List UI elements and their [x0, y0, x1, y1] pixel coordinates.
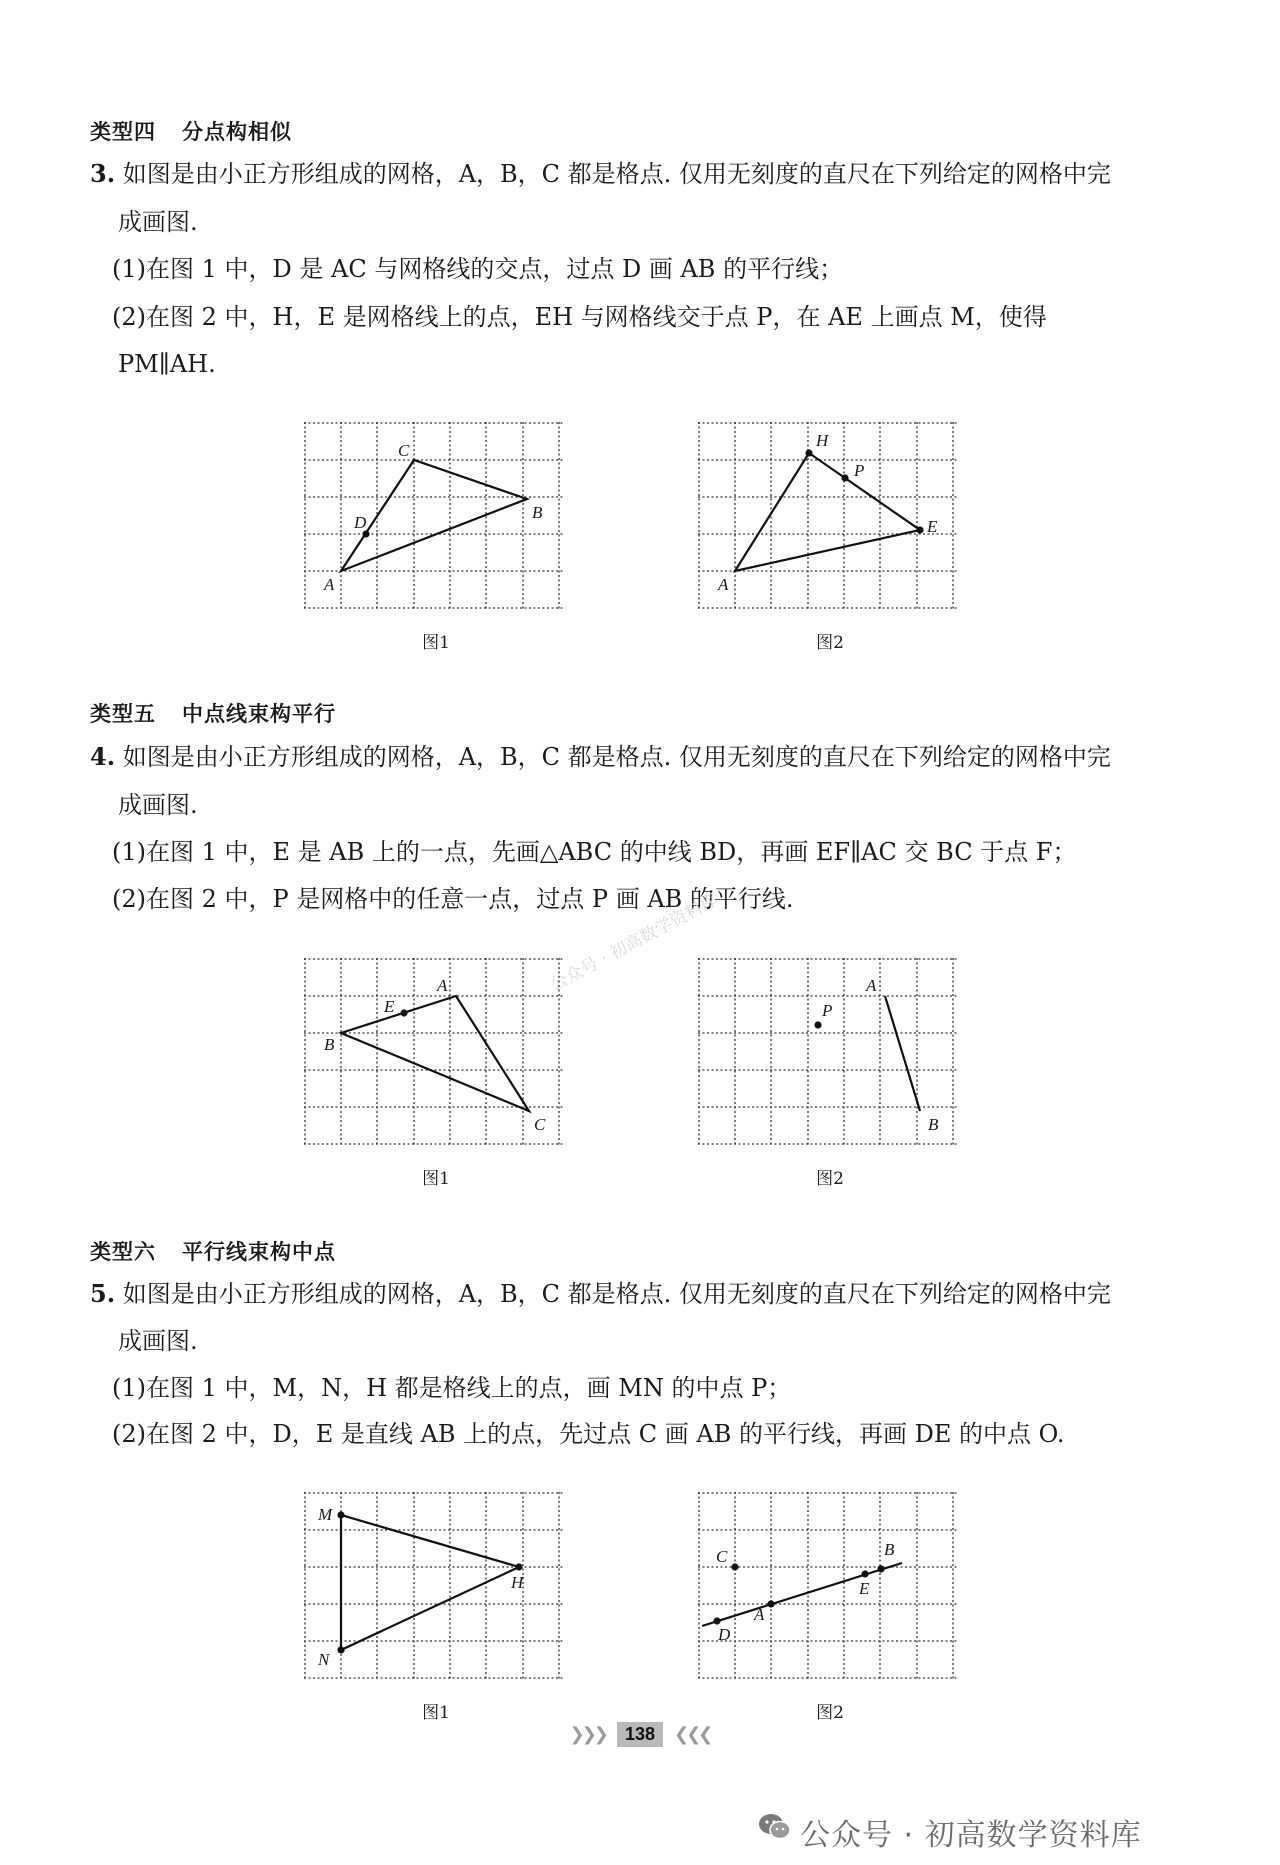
triangle-abc [341, 460, 527, 571]
figure-caption: 图2 [816, 1703, 844, 1723]
triangle-abc [341, 996, 529, 1111]
page-footer [0, 1722, 1280, 1747]
question-number: 3. [90, 159, 116, 188]
point-h [805, 449, 812, 456]
point-m [337, 1511, 344, 1518]
label-b: B [532, 503, 543, 522]
sub-question-1: (1)在图 1 中，E 是 AB 上的一点，先画△ABC 的中线 BD，再画 EF∥AC 交 BC 于点 F； [112, 838, 1077, 866]
figure-caption: 图1 [422, 633, 450, 653]
label-d: D [354, 513, 367, 532]
grid-figure-t5-1 [304, 958, 566, 1152]
point-n [337, 1646, 344, 1653]
figure-caption: 图1 [422, 1703, 450, 1723]
question-continuation: 成画图. [118, 1327, 198, 1355]
section-topic: 中点线束构平行 [182, 702, 336, 726]
figure-caption: 图2 [816, 1169, 844, 1189]
grid-figure-t4-1 [304, 422, 566, 616]
point-e [861, 1570, 868, 1577]
question-text: 如图是由小正方形组成的网格，A，B，C 都是格点. 仅用无刻度的直尺在下列给定的网格中完 [122, 1280, 1111, 1308]
label-p: P [822, 1001, 833, 1020]
section-title-type4 [90, 116, 292, 146]
label-c: C [398, 441, 410, 460]
wechat-icon [758, 1812, 792, 1842]
grid-figure-t6-2 [698, 1492, 960, 1686]
question-text: 如图是由小正方形组成的网格，A，B，C 都是格点. 仅用无刻度的直尺在下列给定的网格中完 [122, 743, 1111, 771]
point-p [814, 1021, 821, 1028]
page-number: 138 [617, 1722, 663, 1747]
section-topic: 平行线束构中点 [182, 1240, 336, 1264]
question-number: 4. [90, 742, 116, 771]
sub-question-2: (2)在图 2 中，P 是网格中的任意一点，过点 P 画 AB 的平行线. [112, 885, 794, 913]
label-n: N [318, 1650, 330, 1669]
right-arrows-icon: ❮❮❮ [674, 1724, 711, 1745]
line-ab [702, 1563, 902, 1626]
point-b [877, 1565, 884, 1572]
point-d [713, 1617, 720, 1624]
segment-ab [885, 996, 920, 1111]
label-a: A [866, 976, 877, 995]
question-continuation: 成画图. [118, 791, 198, 819]
point-p [841, 474, 848, 481]
watermark-diagonal: 公众号 · 初高数学资料库 [547, 890, 722, 996]
label-e: E [384, 997, 395, 1016]
figure-caption: 图2 [816, 633, 844, 653]
question-4 [90, 735, 1200, 779]
section-title-type5 [90, 698, 336, 728]
triangle-mnh [341, 1515, 519, 1650]
label-c: C [534, 1115, 546, 1134]
point-h [515, 1563, 522, 1570]
point-c [731, 1563, 738, 1570]
sub-question-1: (1)在图 1 中，M，N，H 都是格线上的点，画 MN 的中点 P； [112, 1374, 792, 1402]
section-label: 类型六 [90, 1240, 156, 1264]
label-e: E [859, 1579, 870, 1598]
grid-figure-t6-1 [304, 1492, 566, 1686]
label-b: B [884, 1540, 895, 1559]
label-a: A [324, 575, 335, 594]
label-m: M [318, 1505, 333, 1524]
sub-question-2-continuation: PM∥AH. [118, 350, 216, 378]
section-topic: 分点构相似 [182, 120, 292, 144]
sub-question-1: (1)在图 1 中，D 是 AC 与网格线的交点，过点 D 画 AB 的平行线； [112, 255, 844, 283]
sub-question-2: (2)在图 2 中，H，E 是网格线上的点，EH 与网格线交于点 P，在 AE 上画点 M，使得 [112, 303, 1047, 331]
label-b: B [324, 1035, 335, 1054]
watermark-text: 公众号 · 初高数学资料库 [800, 1818, 1142, 1853]
label-a: A [437, 976, 448, 995]
label-b: B [928, 1115, 939, 1134]
label-a: A [718, 575, 729, 594]
grid-figure-t5-2 [698, 958, 960, 1152]
label-h: H [511, 1573, 524, 1592]
triangle-ahe [735, 453, 920, 571]
question-number: 5. [90, 1279, 116, 1308]
sub-question-2: (2)在图 2 中，D，E 是直线 AB 上的点，先过点 C 画 AB 的平行线，再画 DE 的中点 O. [112, 1420, 1065, 1448]
figure-caption: 图1 [422, 1169, 450, 1189]
grid-figure-t4-2 [698, 422, 960, 616]
question-text: 如图是由小正方形组成的网格，A，B，C 都是格点. 仅用无刻度的直尺在下列给定的网格中完 [122, 160, 1111, 188]
question-5 [90, 1272, 1200, 1316]
section-title-type6 [90, 1236, 336, 1266]
question-3 [90, 152, 1200, 196]
left-arrows-icon: ❯❯❯ [569, 1724, 606, 1745]
section-label: 类型四 [90, 120, 156, 144]
point-e [400, 1009, 407, 1016]
label-p: P [854, 461, 865, 480]
label-c: C [716, 1547, 728, 1566]
label-e: E [927, 517, 938, 536]
question-continuation: 成画图. [118, 208, 198, 236]
label-h: H [816, 431, 829, 450]
point-e [916, 526, 923, 533]
section-label: 类型五 [90, 702, 156, 726]
label-d: D [718, 1625, 731, 1644]
point-a [767, 1600, 774, 1607]
label-a: A [754, 1605, 765, 1624]
